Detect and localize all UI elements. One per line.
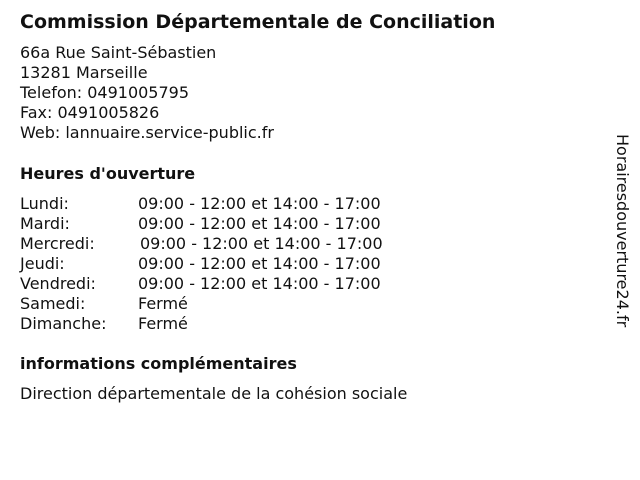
contact-phone: Telefon: 0491005795 xyxy=(20,83,190,102)
contact-block xyxy=(20,43,274,143)
contact-city: 13281 Marseille xyxy=(20,63,148,82)
info-heading: informations complémentaires xyxy=(20,354,297,373)
day-label: Dimanche: xyxy=(20,314,107,333)
time-value: 09:00 - 12:00 et 14:00 - 17:00 xyxy=(138,254,381,273)
hours-row-monday xyxy=(20,194,383,214)
day-label: Jeudi: xyxy=(20,254,65,273)
hours-heading: Heures d'ouverture xyxy=(20,164,196,183)
day-label: Mardi: xyxy=(20,214,70,233)
day-label: Vendredi: xyxy=(20,274,96,293)
opening-hours-list xyxy=(20,194,383,334)
time-value: Fermé xyxy=(138,294,188,313)
time-value: 09:00 - 12:00 et 14:00 - 17:00 xyxy=(138,214,381,233)
time-value: 09:00 - 12:00 et 14:00 - 17:00 xyxy=(138,274,381,293)
side-brand-watermark: Horairesdouverture24.fr xyxy=(613,134,632,328)
contact-web: Web: lannuaire.service-public.fr xyxy=(20,123,274,142)
day-label: Mercredi: xyxy=(20,234,95,253)
hours-row-tuesday xyxy=(20,214,383,234)
hours-row-thursday xyxy=(20,254,383,274)
hours-row-wednesday xyxy=(20,234,383,254)
page-title: Commission Départementale de Conciliation xyxy=(20,11,496,33)
time-value: Fermé xyxy=(138,314,188,333)
contact-street: 66a Rue Saint-Sébastien xyxy=(20,43,217,62)
day-label: Lundi: xyxy=(20,194,69,213)
day-label: Samedi: xyxy=(20,294,86,313)
hours-row-saturday xyxy=(20,294,383,314)
time-value: 09:00 - 12:00 et 14:00 - 17:00 xyxy=(138,194,381,213)
contact-fax: Fax: 0491005826 xyxy=(20,103,160,122)
hours-row-friday xyxy=(20,274,383,294)
hours-row-sunday xyxy=(20,314,383,334)
info-text: Direction départementale de la cohésion sociale xyxy=(20,384,408,403)
time-value: 09:00 - 12:00 et 14:00 - 17:00 xyxy=(140,234,383,253)
